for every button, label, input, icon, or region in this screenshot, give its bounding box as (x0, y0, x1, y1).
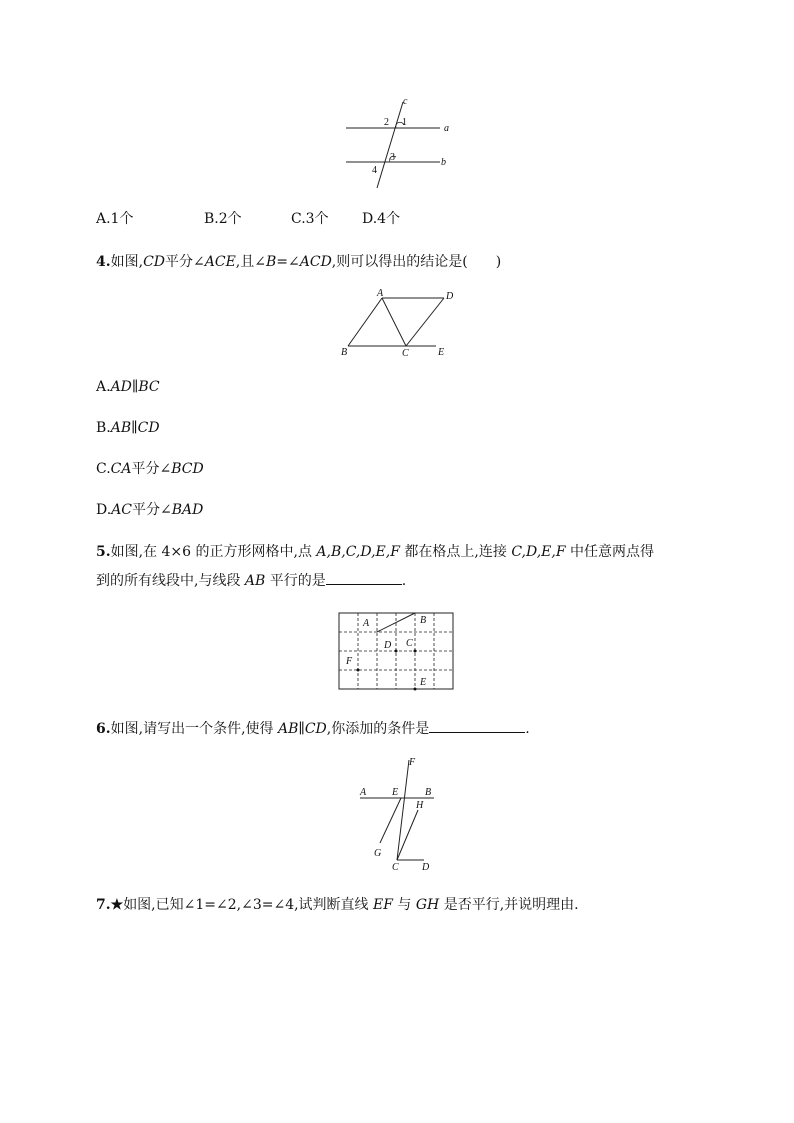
q4-math-1: CD (143, 254, 166, 270)
q4-option-b-math: AB∥CD (110, 420, 160, 436)
label-B: B (341, 347, 348, 358)
q6-figure (354, 756, 444, 874)
q4-option-c[interactable] (96, 459, 204, 479)
q4-text-1: 如图, (110, 254, 144, 270)
q4-math-4: ACD (299, 254, 332, 270)
label-angle-1: 1 (402, 117, 407, 128)
q6-text-2: ,你添加的条件是 (326, 721, 430, 737)
q4-text-4: =∠ (276, 254, 300, 270)
label-C: C (402, 348, 409, 359)
point-e (414, 688, 417, 691)
q4-text-3: ,且∠ (235, 254, 266, 270)
q6-stem (96, 718, 530, 739)
q4-option-d-math-1: AC (111, 502, 133, 518)
figure-parallel-lines-transversal (340, 94, 460, 194)
q3-option-d[interactable]: D.4个 (362, 211, 401, 227)
q4-option-a-letter: A. (96, 379, 111, 395)
label-D: D (422, 862, 430, 873)
q5-stem-line-1 (96, 542, 654, 562)
label-c: c (403, 96, 408, 107)
q4-math-2: ACE (204, 254, 236, 270)
q4-option-a[interactable] (96, 377, 160, 397)
q4-option-d-letter: D. (96, 502, 112, 518)
label-E: E (420, 677, 427, 688)
label-b: b (441, 157, 446, 168)
label-angle-4: 4 (372, 165, 377, 176)
q4-option-d-math-2: BAD (171, 502, 204, 518)
line-eg (380, 798, 401, 843)
segment-ac (382, 298, 406, 346)
q5-text-4: 到的所有线段中,与线段 (96, 573, 245, 589)
q7-stem (96, 895, 579, 915)
q4-option-d[interactable] (96, 500, 203, 520)
label-E: E (438, 347, 445, 358)
q4-option-c-math-2: BCD (171, 461, 204, 477)
label-E: E (392, 787, 399, 798)
q7-text-2: 与 (392, 897, 416, 913)
label-A: A (363, 618, 370, 629)
q4-text-2: 平分∠ (165, 254, 205, 270)
label-H: H (416, 800, 424, 811)
label-A: A (377, 288, 384, 299)
q4-option-b[interactable] (96, 418, 160, 438)
q4-text-5: ,则可以得出的结论是( ) (331, 254, 502, 270)
label-B: B (425, 787, 432, 798)
q3-option-b[interactable]: B.2个 (204, 211, 242, 227)
q4-stem (96, 252, 501, 272)
label-C: C (406, 638, 413, 649)
segment-cd (406, 298, 444, 346)
q4-figure (336, 286, 460, 360)
label-B: B (420, 615, 427, 626)
label-angle-2: 2 (384, 117, 389, 128)
q4-number: 4. (96, 254, 111, 270)
q6-answer-blank[interactable] (429, 718, 525, 733)
q5-text-1: 如图,在 4×6 的正方形网格中,点 (110, 544, 317, 560)
q4-option-c-letter: C. (96, 461, 111, 477)
q4-option-a-math: AD∥BC (110, 379, 160, 395)
q7-star-icon: ★ (110, 897, 124, 913)
q7-text-3: 是否平行,并说明理由. (439, 897, 579, 913)
q7-math-1: EF (373, 897, 393, 913)
q7-math-2: GH (415, 897, 440, 913)
q6-text-1: 如图,请写出一个条件,使得 (110, 721, 278, 737)
q5-number: 5. (96, 544, 111, 560)
q7-number: 7. (96, 897, 111, 913)
q5-stem-line-2 (96, 570, 406, 591)
q5-text-end: . (401, 573, 407, 589)
q5-text-3: 中任意两点得 (565, 544, 654, 560)
label-F: F (409, 757, 416, 768)
label-angle-3: 3 (390, 152, 395, 163)
q5-answer-blank[interactable] (326, 570, 402, 585)
q6-math-1: AB∥CD (277, 721, 327, 737)
label-G: G (374, 848, 382, 859)
q7-text-1: 如图,已知∠1=∠2,∠3=∠4,试判断直线 (123, 897, 373, 913)
q3-option-a[interactable]: A.1个 (96, 211, 134, 227)
point-c (414, 650, 417, 653)
point-d (395, 650, 398, 653)
transversal-c (377, 102, 403, 188)
q5-text-2: 都在格点上,连接 (399, 544, 512, 560)
point-f (357, 669, 360, 672)
label-a: a (444, 123, 449, 134)
label-C: C (392, 862, 399, 873)
label-A: A (360, 787, 367, 798)
q5-text-5: 平行的是 (265, 573, 326, 589)
q5-math-2: C,D,E,F (511, 544, 566, 560)
q4-math-3: B (265, 254, 277, 270)
label-D: D (446, 291, 454, 302)
label-F: F (346, 656, 353, 667)
q6-text-end: . (525, 721, 530, 737)
q4-option-c-math-1: CA (110, 461, 132, 477)
q6-number: 6. (96, 721, 111, 737)
q5-math-1: A,B,C,D,E,F (316, 544, 400, 560)
q5-grid-figure (336, 610, 458, 694)
q3-options (96, 209, 400, 229)
q4-option-c-text: 平分∠ (131, 461, 172, 477)
segment-ab (348, 298, 382, 346)
q5-math-3: AB (244, 573, 266, 589)
label-D: D (384, 640, 392, 651)
q4-option-d-text: 平分∠ (132, 502, 172, 518)
q3-option-c[interactable]: C.3个 (291, 211, 329, 227)
q4-option-b-letter: B. (96, 420, 111, 436)
